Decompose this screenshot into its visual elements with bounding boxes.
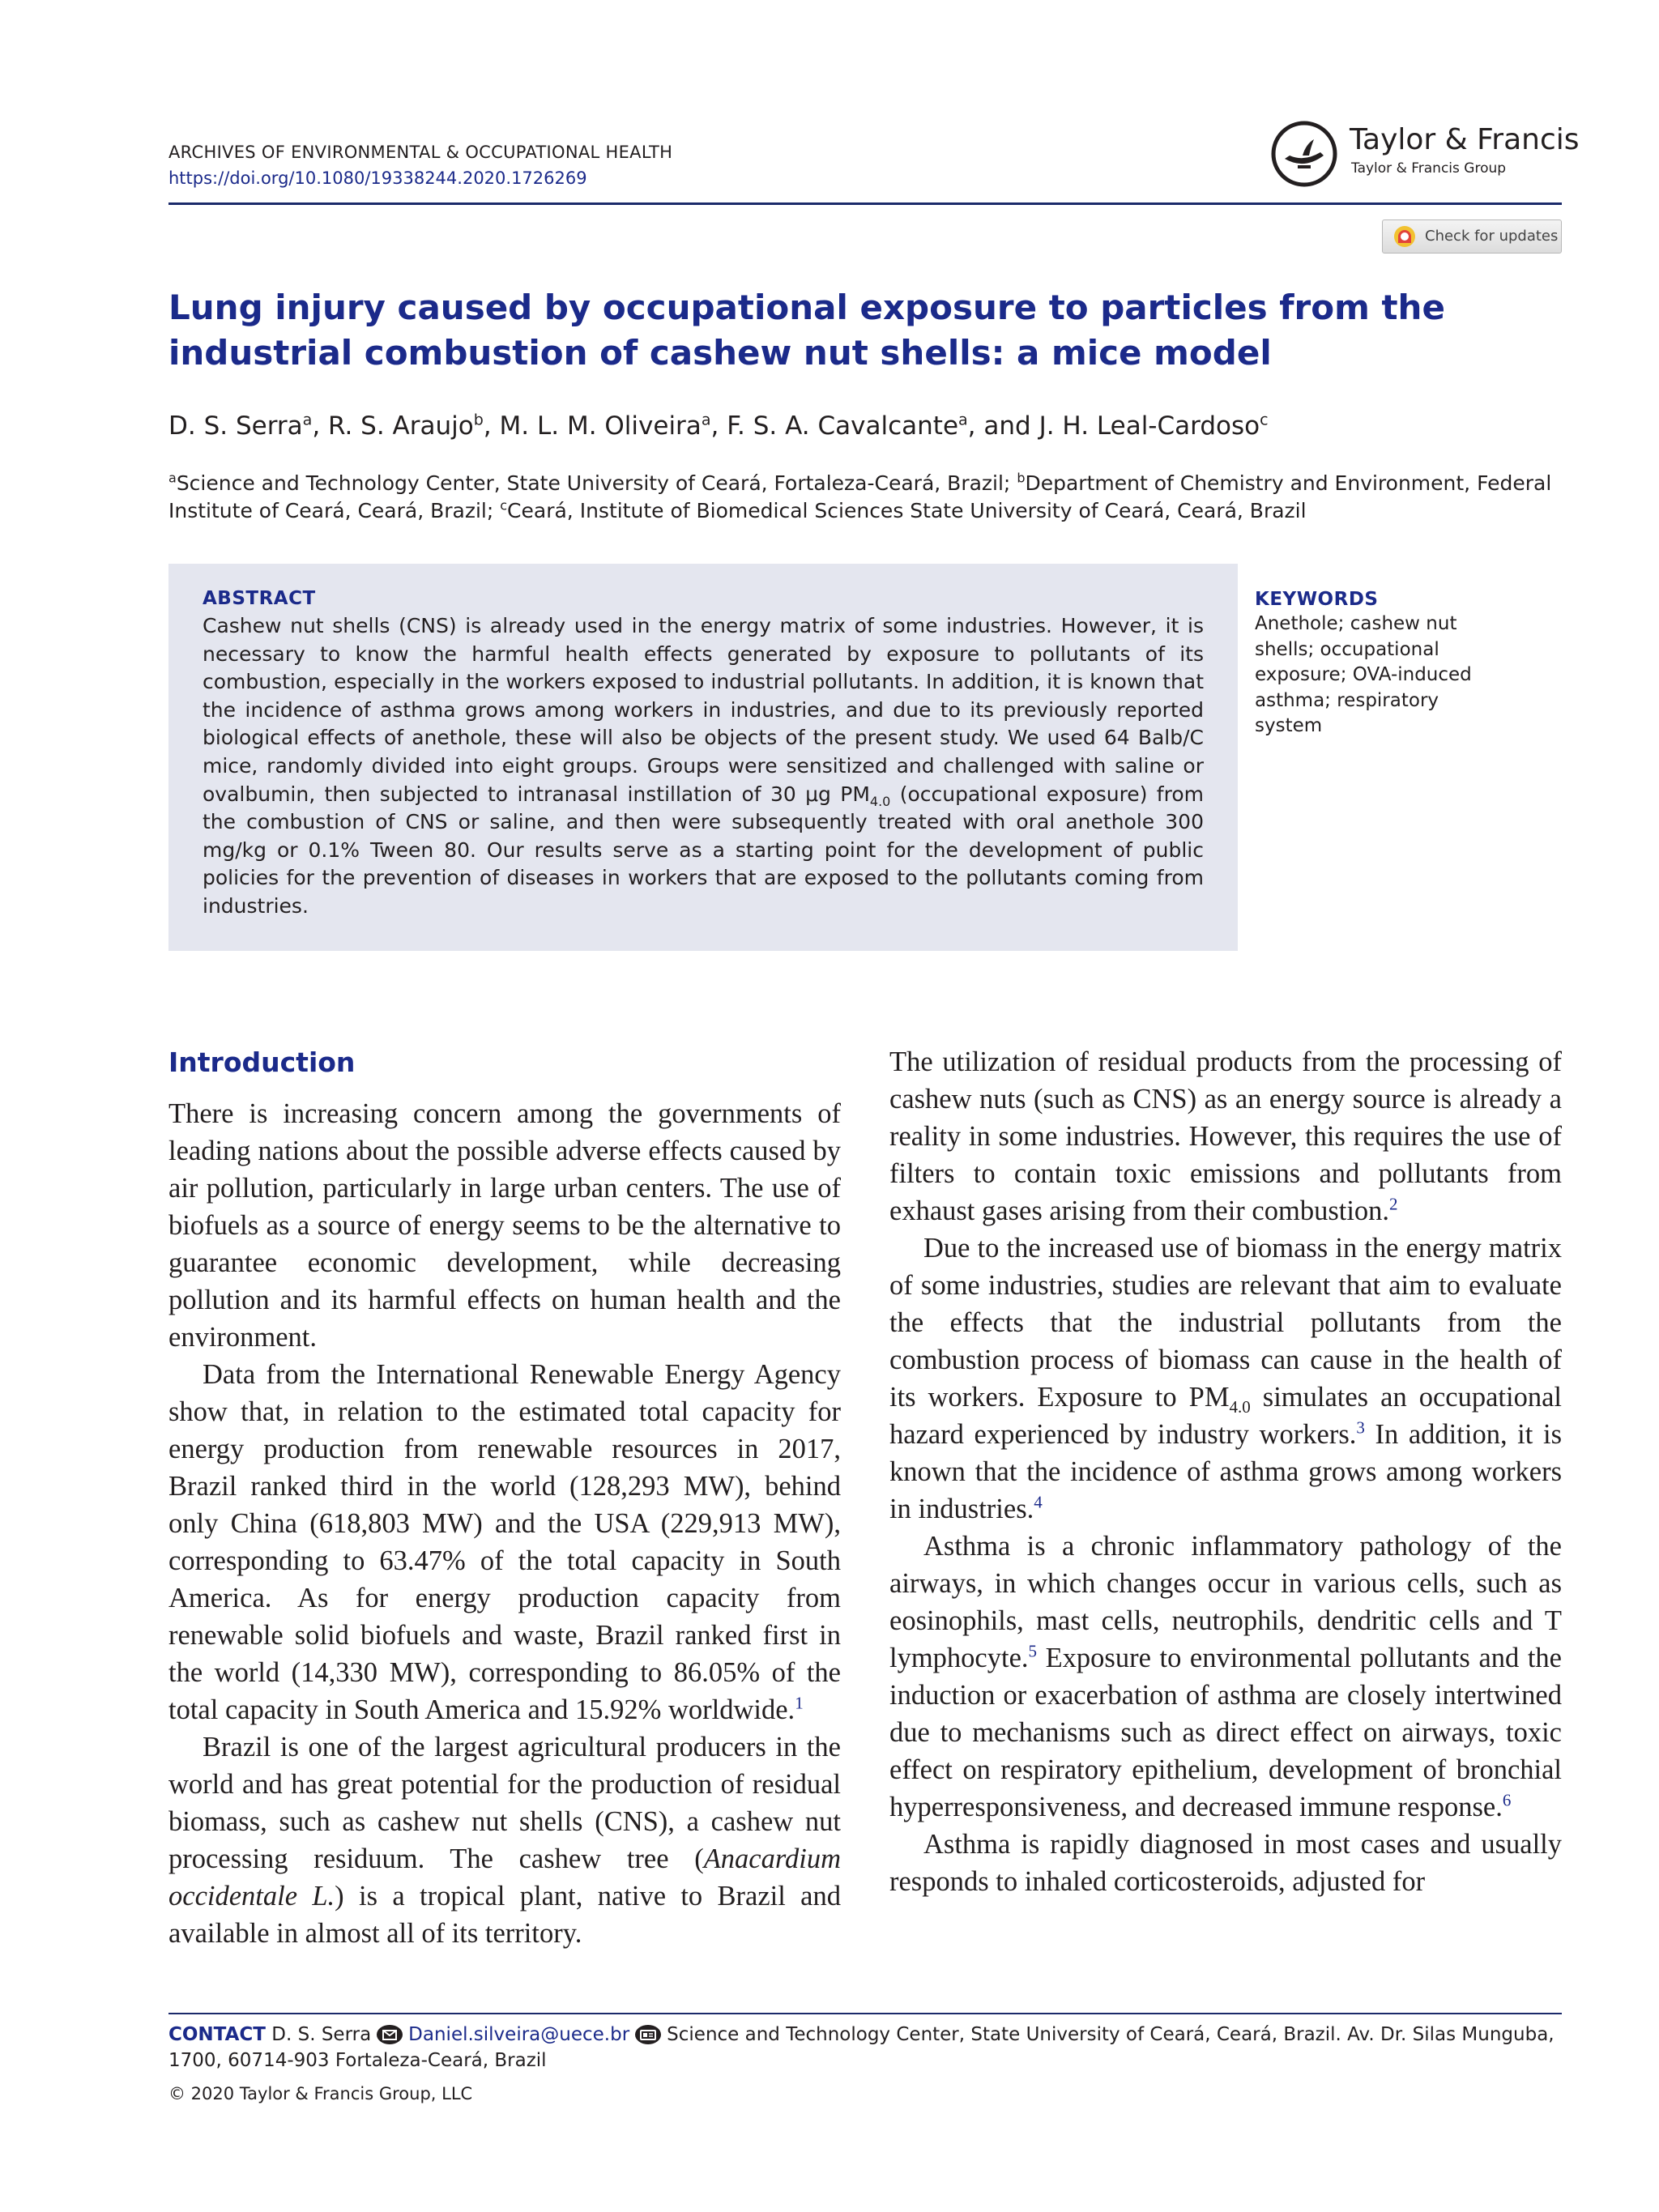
citation-link[interactable]: 6 [1502,1790,1512,1810]
abstract-part: (occupational exposure) from the combustion of CNS or saline, and then were subsequently treated with oral anethole 300 mg/kg or 0.1% Tween 80. Our results serve as a starting point for the development of public policies for the prevention of diseases in workers that are exposed to the pollutants coming from industries. [203,782,1204,918]
author-name[interactable]: M. L. M. Oliveira [499,411,702,441]
affiliation-mark: a [302,411,313,429]
article-title: Lung injury caused by occupational exposure to particles from the industrial combustion of cashew nut shells: a mice model [168,288,1445,373]
author-conjunction: and [983,411,1031,441]
left-column [168,1043,841,1952]
doi-link[interactable]: https://doi.org/10.1080/19338244.2020.1726269 [168,168,587,188]
affiliation-b: Department of Chemistry and Environment, Federal Institute of Ceará, Ceará, Brazil; [168,471,1552,522]
check-updates-icon [1391,223,1418,250]
address-card-icon [634,2024,662,2045]
citation-link[interactable]: 2 [1389,1194,1398,1214]
footer-rule [168,2013,1562,2014]
contact-info [168,2022,1562,2073]
paragraph-text: Data from the International Renewable Energy Agency show that, in relation to the estimated total capacity for energy production from renewable resources in 2017, Brazil ranked third in the world (128,293 MW), behind only China (618,803 MW) and the USA (229,913 MW), corresponding to 63.47% of the total capacity in South America. As for energy production capacity from renewable solid biofuels and waste, Brazil ranked first in the world (14,330 MW), corresponding to 86.05% of the total capacity in South America and 15.92% worldwide. [168,1359,841,1725]
check-for-updates-button[interactable] [1382,219,1562,254]
publisher-group: Taylor & Francis Group [1351,160,1507,177]
paragraph-text: Due to the increased use of biomass in the energy matrix of some industries, studies are relevant that aim to evaluate the effects that the industrial pollutants from the combustion process of biomass can cause in the health of its workers. Exposure to PM [889,1233,1562,1413]
citation-link[interactable]: 3 [1356,1417,1365,1438]
header-rule [168,202,1562,205]
publisher-name: Taylor & Francis [1350,123,1580,156]
affiliation-a: Science and Technology Center, State University of Ceará, Fortaleza-Ceará, Brazil; [176,471,1011,495]
keywords-block [1255,587,1498,739]
body-paragraph [168,1728,841,1952]
body-paragraph [889,1043,1562,1230]
abstract-heading: ABSTRACT [203,588,316,609]
body-paragraph [889,1528,1562,1826]
pm-subscript: 4.0 [1229,1396,1251,1417]
author-name[interactable]: D. S. Serra [168,411,303,441]
abstract-part: Cashew nut shells (CNS) is already used in the energy matrix of some industries. However, it is necessary to know the harmful health effects generated by exposure to pollutants of its combustion, especially in the workers exposed to industrial pollutants. In addition, it is known that the incidence of asthma grows among workers in industries, and due to its previously reported biological effects of anethole, these will also be objects of the present study. We used 64 Balb/C mice, randomly divided into eight groups. Groups were sensitized and challenged with saline or ovalbumin, then subjected to intranasal instillation of 30 μg PM [203,614,1204,806]
author-name[interactable]: R. S. Araujo [328,411,474,441]
body-paragraph [168,1356,841,1728]
citation-link[interactable]: 4 [1034,1492,1043,1512]
species-name: Anacardium occidentale L. [168,1843,841,1912]
affiliation-mark: b [473,411,484,429]
paragraph-text: Exposure to environmental pollutants and the induction or exacerbation of asthma are closely intertwined due to mechanisms such as direct effect on airways, toxic effect on respiratory epithelium, development of bronchial hyperresponsiveness, and decreased immune response. [889,1643,1562,1822]
paragraph-text: Asthma is a chronic inflammatory pathology of the airways, in which changes occur in various cells, such as eosinophils, mast cells, neutrophils, dendritic cells and T lymphocyte. [889,1531,1562,1673]
paragraph-text: Brazil is one of the largest agricultural producers in the world and has great potential for the production of residual biomass, such as cashew nut shells (CNS), a cashew nut processing residuum. The cashew tree ( [168,1732,841,1874]
author-name[interactable]: J. H. Leal-Cardoso [1038,411,1260,441]
section-heading-introduction: Introduction [168,1046,356,1078]
paragraph-text: simulates an occupational hazard experienced by industry workers. [889,1382,1562,1450]
body-paragraph: Asthma is rapidly diagnosed in most cases and usually responds to inhaled corticosteroids, adjusted for [889,1829,1562,1897]
affiliation-mark: a [958,411,968,429]
affiliation-mark: a [168,470,177,486]
publisher-logo [1270,118,1580,191]
affiliations [168,470,1562,525]
paragraph-text: ) is a tropical plant, native to Brazil and available in almost all of its territory. [168,1881,841,1949]
paragraph-text: In addition, it is known that the incidence of asthma grows among workers in industries. [889,1419,1562,1524]
affiliation-mark: c [1260,411,1269,429]
citation-link[interactable]: 5 [1028,1641,1038,1661]
contact-name: D. S. Serra [271,2024,372,2045]
copyright: © 2020 Taylor & Francis Group, LLC [168,2084,473,2103]
lamp-icon [1270,120,1338,188]
pm-subscript: 4.0 [869,793,891,809]
right-column [889,1043,1562,1900]
author-name[interactable]: F. S. A. Cavalcante [727,411,959,441]
affiliation-mark: b [1017,470,1026,486]
author-list: D. S. Serra$^a$, R. S. Araujo$^b$, M. L. M. Oliveira$^a$, F. S. A. Cavalcante$^a$, and J. H. Leal-Cardoso$^c$ [168,411,1269,441]
affiliation-mark: c [500,497,508,514]
abstract-text [203,612,1204,921]
contact-address: Science and Technology Center, State University of Ceará, Ceará, Brazil. Av. Dr. Silas Munguba, 1700, 60714-903 Fortaleza-Ceará, Brazil [168,2024,1555,2071]
keywords-heading: KEYWORDS [1255,589,1379,610]
body-paragraph: There is increasing concern among the governments of leading nations about the possible adverse effects caused by air pollution, particularly in large urban centers. The use of biofuels as a source of energy seems to be the alternative to guarantee economic development, while decreasing pollution and its harmful effects on human health and the environment. [168,1098,841,1353]
keywords-text: Anethole; cashew nut shells; occupational exposure; OVA-induced asthma; respiratory system [1255,613,1472,736]
journal-name: ARCHIVES OF ENVIRONMENTAL & OCCUPATIONAL HEALTH [168,143,673,162]
contact-label: CONTACT [168,2024,266,2045]
email-icon [376,2024,403,2045]
affiliation-c: Ceará, Institute of Biomedical Sciences State University of Ceará, Ceará, Brazil [507,499,1307,522]
body-paragraph [889,1230,1562,1528]
contact-email-link[interactable]: Daniel.silveira@uece.br [408,2024,630,2045]
affiliation-mark: a [701,411,711,429]
citation-link[interactable]: 1 [795,1693,804,1713]
paragraph-text: The utilization of residual products from the processing of cashew nuts (such as CNS) as an energy source is already a reality in some industries. However, this requires the use of filters to contain toxic emissions and pollutants from exhaust gases arising from their combustion. [889,1046,1562,1226]
running-header [168,123,1580,212]
check-updates-label: Check for updates [1425,228,1559,245]
abstract-box [168,564,1238,951]
